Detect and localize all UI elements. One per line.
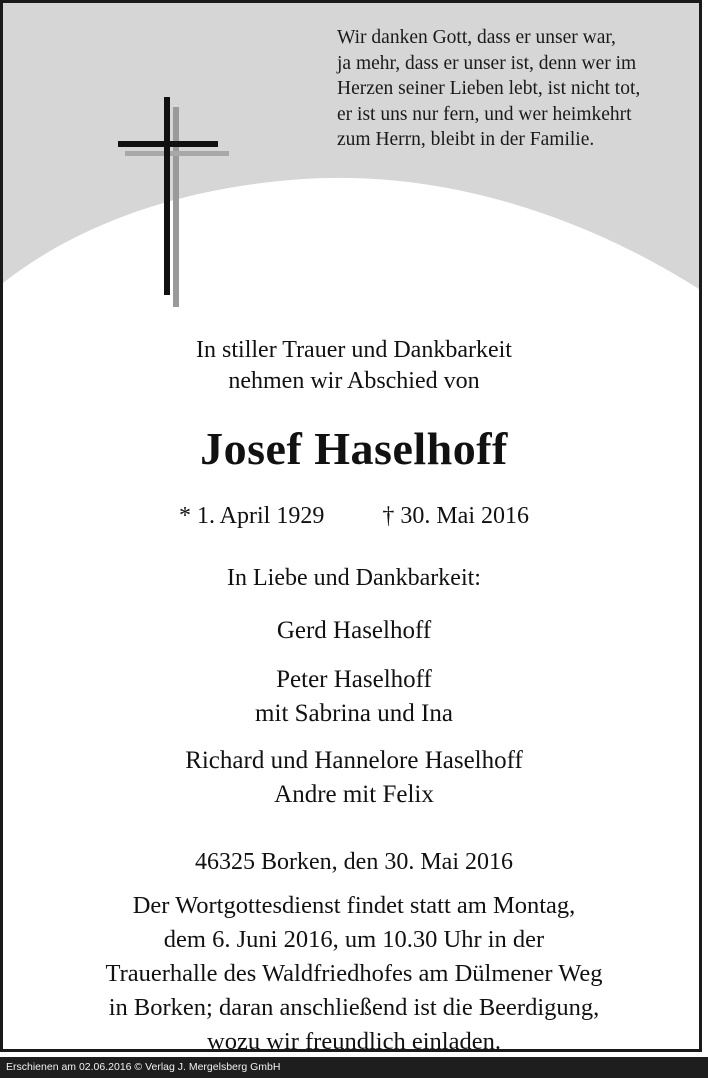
place-date: 46325 Borken, den 30. Mai 2016 [195, 849, 513, 875]
family-group [3, 663, 702, 731]
death-date: † 30. Mai 2016 [382, 503, 529, 529]
service-line: wozu wir freundlich einladen. [207, 1028, 501, 1052]
family-line: Richard und Hannelore Haselhoff [185, 747, 523, 774]
service-line: Trauerhalle des Waldfriedhofes am Dülmener Weg [105, 960, 603, 987]
family-line: Andre mit Felix [274, 781, 434, 808]
intro-text [3, 335, 702, 397]
intro-line: In stiller Trauer und Dankbarkeit [196, 337, 512, 363]
service-line: Der Wortgottesdienst findet statt am Montag, [132, 892, 576, 919]
poem-line: Wir danken Gott, dass er unser war, [337, 27, 616, 48]
service-info [3, 889, 702, 1052]
cross-icon [115, 93, 235, 313]
poem-line: Herzen seiner Lieben lebt, ist nicht tot, [337, 78, 641, 99]
birth-date: * 1. April 1929 [178, 503, 325, 529]
deceased-name: Josef Haselhoff [200, 423, 508, 474]
poem-line: ja mehr, dass er unser ist, denn wer im [337, 52, 637, 74]
family-group [3, 614, 702, 648]
family-line: mit Sabrina und Ina [255, 700, 453, 727]
service-line: dem 6. Juni 2016, um 10.30 Uhr in der [163, 926, 545, 953]
poem-line: zum Herrn, bleibt in der Familie. [337, 129, 595, 150]
intro-line: nehmen wir Abschied von [228, 368, 480, 394]
poem-line: er ist uns nur fern, und wer heimkehrt [337, 103, 632, 125]
family-line: Peter Haselhoff [276, 666, 432, 693]
mourners-heading: In Liebe und Dankbarkeit: [227, 565, 481, 591]
publication-footer: Erschienen am 02.06.2016 © Verlag J. Mergelsberg GmbH [0, 1057, 708, 1078]
family-line: Gerd Haselhoff [276, 617, 432, 644]
poem-text [337, 25, 687, 153]
service-line: in Borken; daran anschließend ist die Beerdigung, [108, 994, 600, 1021]
life-dates [3, 499, 702, 533]
family-group [3, 744, 702, 812]
